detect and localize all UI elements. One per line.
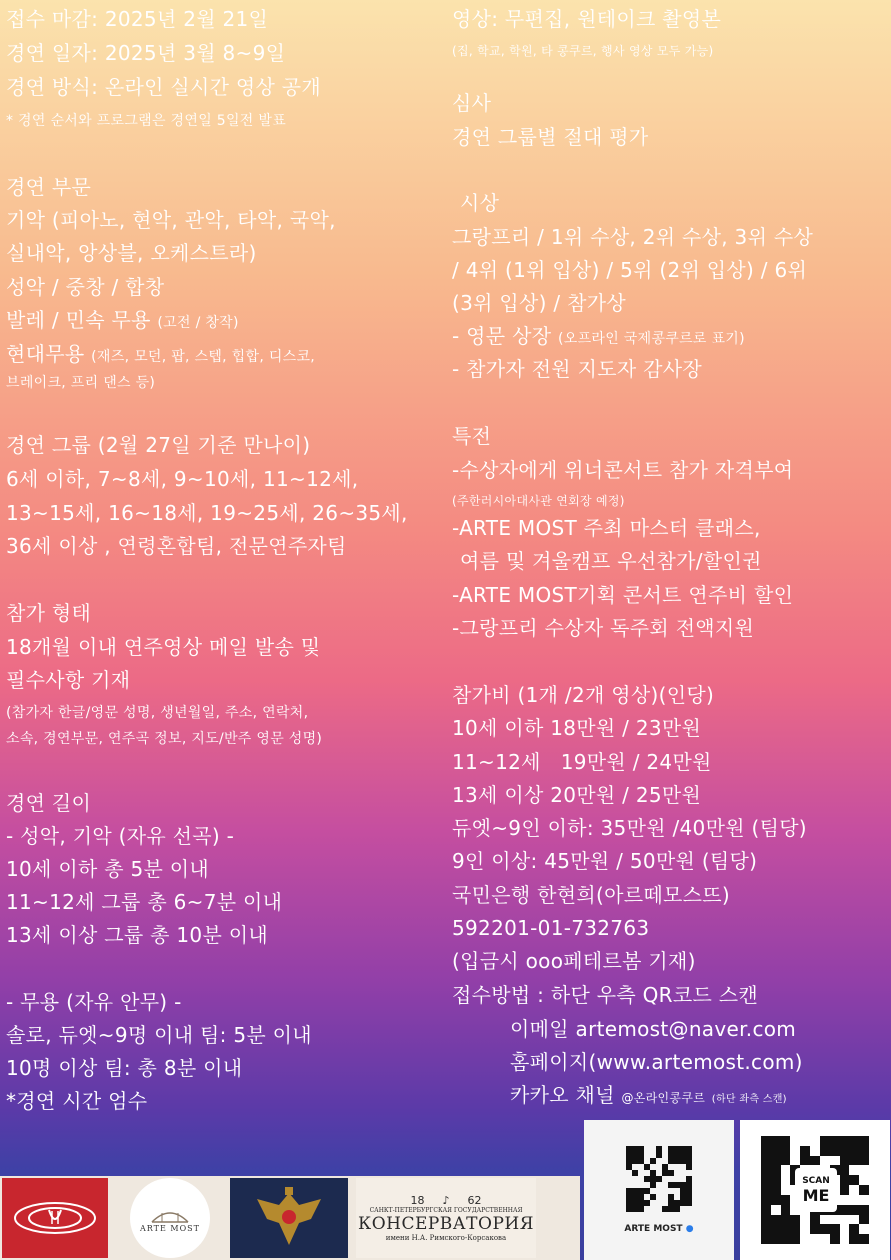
time-note: *경연 시간 엄수 [6,1089,148,1113]
length-dance-1: 솔로, 듀엣~9명 이내 팀: 5분 이내 [6,1023,312,1047]
order-note: * 경연 순서와 프로그램은 경연일 5일전 발표 [6,113,287,129]
section-heading-length: 경연 길이 [6,791,92,815]
conservatory-logo: 18 ♪ 62 САНКТ-ПЕТЕРБУРГСКАЯ ГОСУДАРСТВЕННАЯ КОНСЕРВАТОРИЯ имени Н.А. Римского-Корсакова [356,1178,536,1258]
fee-line-2: 11~12세 19만원 / 24만원 [452,750,712,774]
deposit-note: (입금시 ooo페테르봄 기재) [452,949,696,973]
category-instrumental-cont: 실내악, 앙상블, 오케스트라) [6,241,257,265]
participation-details-1: (참가자 한글/영문 성명, 생년월일, 주소, 연락처, [6,705,309,721]
email-line[interactable]: 이메일 artemost@naver.com [510,1017,797,1041]
benefit-2: -ARTE MOST 주최 마스터 클래스, [452,516,761,540]
category-ballet: 발레 / 민속 무용 (고전 / 창작) [6,308,239,332]
logo-bar [0,1176,580,1260]
artemost-logo: ARTE MOST [114,1178,226,1258]
section-heading-awards: 시상 [460,191,500,215]
benefit-4: -그랑프리 수상자 독주회 전액지원 [452,616,755,640]
awards-certificate: - 영문 상장 (오프라인 국제콩쿠르로 표기) [452,324,745,348]
benefit-3: -ARTE MOST기획 콘서트 연주비 할인 [452,583,794,607]
section-heading-benefits: 특전 [452,424,492,448]
red-lyre-logo [2,1178,108,1258]
length-music-heading: - 성악, 기악 (자유 선곡) - [6,824,235,848]
application-method: 접수방법 : 하단 우측 QR코드 스캔 [452,983,759,1007]
kakao-qr-code[interactable] [626,1146,692,1212]
fee-line-4: 듀엣~9인 이하: 35만원 /40만원 (팀당) [452,816,807,840]
category-modern-dance-cont: 브레이크, 프리 댄스 등) [6,375,156,391]
awards-line-2: / 4위 (1위 입상) / 5위 (2위 입상) / 6위 [452,258,808,282]
kakao-line: 카카오 채널 @온라인콩쿠르 (하단 좌측 스캔) [510,1083,787,1107]
section-heading-categories: 경연 부문 [6,175,92,199]
fee-line-3: 13세 이상 20만원 / 25만원 [452,783,702,807]
awards-line-1: 그랑프리 / 1위 수상, 2위 수상, 3위 수상 [452,225,814,249]
scan-me-badge: SCAN ME [795,1168,837,1212]
length-dance-2: 10명 이상 팀: 총 8분 이내 [6,1056,243,1080]
category-instrumental: 기악 (피아노, 현악, 관악, 타악, 국악, [6,208,336,232]
awards-teacher: - 참가자 전원 지도자 감사장 [452,357,702,381]
section-heading-groups: 경연 그룹 (2월 27일 기준 만나이) [6,433,311,457]
eagle-icon [249,1183,329,1253]
competition-method: 경연 방식: 온라인 실시간 영상 공개 [6,75,322,99]
fee-line-1: 10세 이하 18만원 / 23만원 [452,716,702,740]
dot-icon: ● [685,1224,694,1234]
section-heading-participation: 참가 형태 [6,601,92,625]
participation-line-1: 18개월 이내 연주영상 메일 발송 및 [6,635,321,659]
bridge-icon [150,1204,190,1224]
participation-details-2: 소속, 경연부문, 연주곡 정보, 지도/반주 영문 성명) [6,731,323,747]
lyre-small-icon: ♪ [442,1194,450,1207]
lyre-icon [10,1198,100,1238]
length-music-1: 10세 이하 총 5분 이내 [6,857,210,881]
awards-line-3: (3위 입상) / 참가상 [452,291,626,315]
bank-account: 592201-01-732763 [452,916,650,940]
length-music-3: 13세 이상 그룹 총 10분 이내 [6,923,268,947]
groups-line-3: 36세 이상 , 연령혼합팀, 전문연주자팀 [6,534,347,558]
category-modern-dance: 현대무용 (재즈, 모던, 팝, 스텝, 힙합, 디스코, [6,342,316,366]
benefit-2-cont: 여름 및 겨울캠프 우선참가/할인권 [460,549,762,573]
homepage-line[interactable]: 홈페이지(www.artemost.com) [510,1050,803,1074]
video-rule: 영상: 무편집, 원테이크 촬영본 [452,7,722,31]
section-heading-judging: 심사 [452,91,492,115]
benefit-1: -수상자에게 위너콘서트 참가 자격부여 [452,458,794,482]
length-music-2: 11~12세 그룹 총 6~7분 이내 [6,890,283,914]
length-dance-heading: - 무용 (자유 안무) - [6,990,182,1014]
category-vocal: 성악 / 중창 / 합창 [6,275,165,299]
fee-line-5: 9인 이상: 45만원 / 50만원 (팀당) [452,849,758,873]
section-heading-fee: 참가비 (1개 /2개 영상)(인당) [452,683,715,707]
benefit-1-note: (주한러시아대사관 연회장 예정) [452,494,625,508]
participation-line-2: 필수사항 기재 [6,668,131,692]
video-rule-note: (집, 학교, 학원, 타 콩쿠르, 행사 영상 모두 가능) [452,44,714,58]
bank-name: 국민은행 한현희(아르떼모스뜨) [452,883,730,907]
application-qr-card[interactable] [740,1120,890,1260]
competition-date: 경연 일자: 2025년 3월 8~9일 [6,41,286,65]
groups-line-2: 13~15세, 16~18세, 19~25세, 26~35세, [6,501,408,525]
judging-text: 경연 그룹별 절대 평가 [452,125,649,149]
groups-line-1: 6세 이하, 7~8세, 9~10세, 11~12세, [6,467,359,491]
eagle-emblem-logo [230,1178,348,1258]
deadline: 접수 마감: 2025년 2월 21일 [6,7,269,31]
kakao-qr-card[interactable]: ARTE MOST ● [584,1120,734,1260]
